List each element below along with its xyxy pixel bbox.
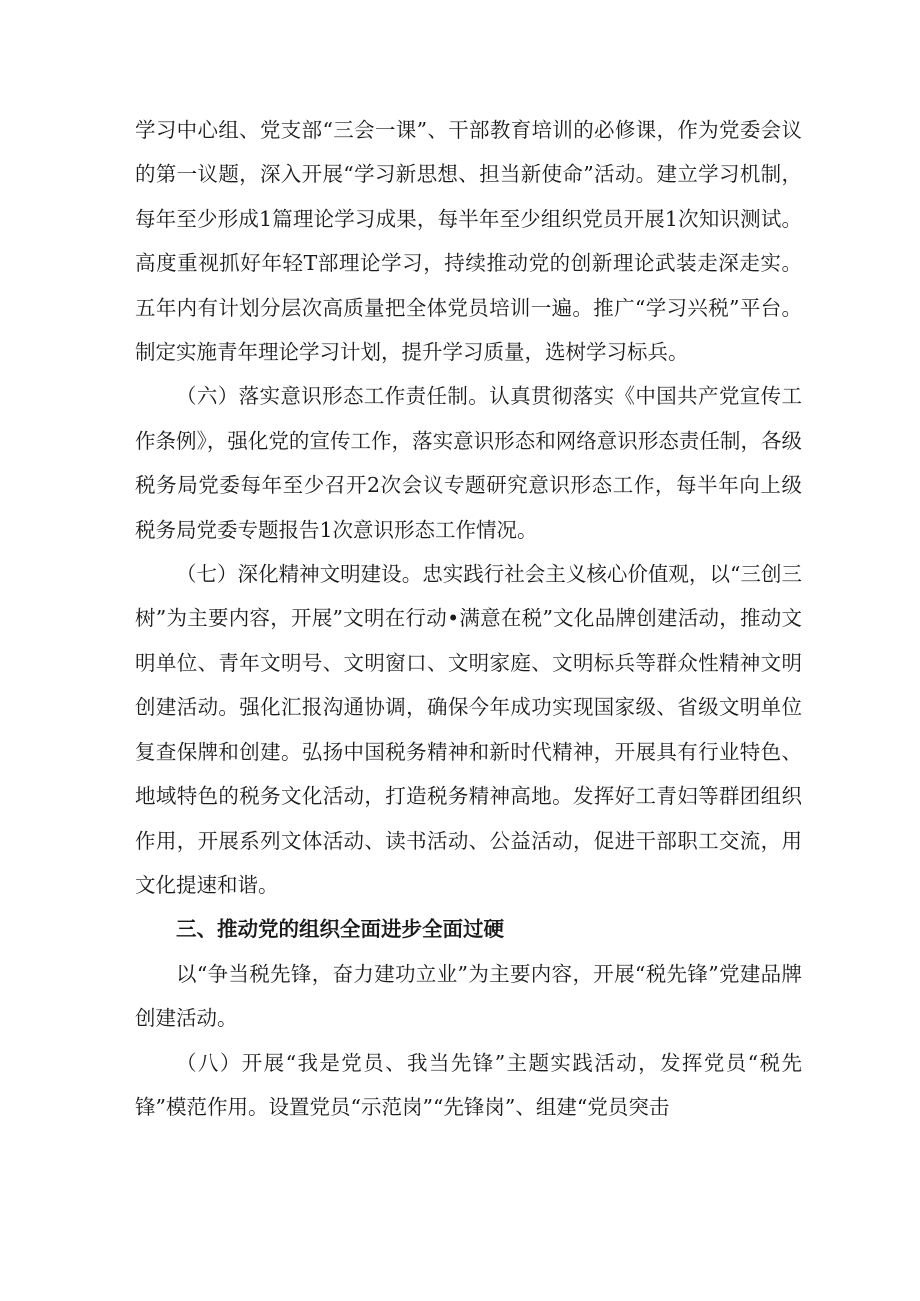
paragraph-study-mechanism: 学习中心组、党支部“三会一课”、干部教育培训的必修课，作为党委会议的第一议题，深入开展“学习新思想、担当新使命”活动。建立学习机制，每年至少形成1篇理论学习成果，每半年至少组织党员开展1次知识测试。高度重视抓好年轻T部理论学习，持续推动党的创新理论武装走深走实。五年内有计划分层次高质量把全体党员培训一遍。推广“学习兴税”平台。制定实施青年理论学习计划，提升学习质量，选树学习标兵。 [135,118,802,365]
section-heading: 三、推动党的组织全面进步全面过硬 [176,917,504,942]
paragraph-vanguard-activity: （八）开展“我是党员、我当先锋”主题实践活动，发挥党员“税先锋”模范作用。设置党员“示范岗”“先锋岗”、组建“党员突击 [135,1050,802,1119]
paragraph-spiritual-civilization: （七）深化精神文明建设。忠实践行社会主义核心价值观，以“三创三树”为主要内容，开展”文明在行动•满意在税”文化品牌创建活动，推动文明单位、青年文明号、文明窗口、文明家庭、文明标兵等群众性精神文明创建活动。强化汇报沟通协调，确保今年成功实现国家级、省级文明单位复查保牌和创建。弘扬中国税务精神和新时代精神，开展具有行业特色、地域特色的税务文化活动，打造税务精神高地。发挥好工青妇等群团组织作用，开展系列文体活动、读书活动、公益活动，促进干部职工交流，用文化提速和谐。 [135,562,802,897]
paragraph-brand-intro: 以“争当税先锋，奋力建功立业”为主要内容，开展“税先锋”党建品牌创建活动。 [135,961,802,1031]
paragraph-ideology-responsibility: （六）落实意识形态工作责任制。认真贯彻落实《中国共产党宣传工作条例》，强化党的宣传工作，落实意识形态和网络意识形态责任制，各级税务局党委每年至少召开2次会议专题研究意识形态工作，每半年向上级税务局党委专题报告1次意识形态工作情况。 [135,384,802,542]
